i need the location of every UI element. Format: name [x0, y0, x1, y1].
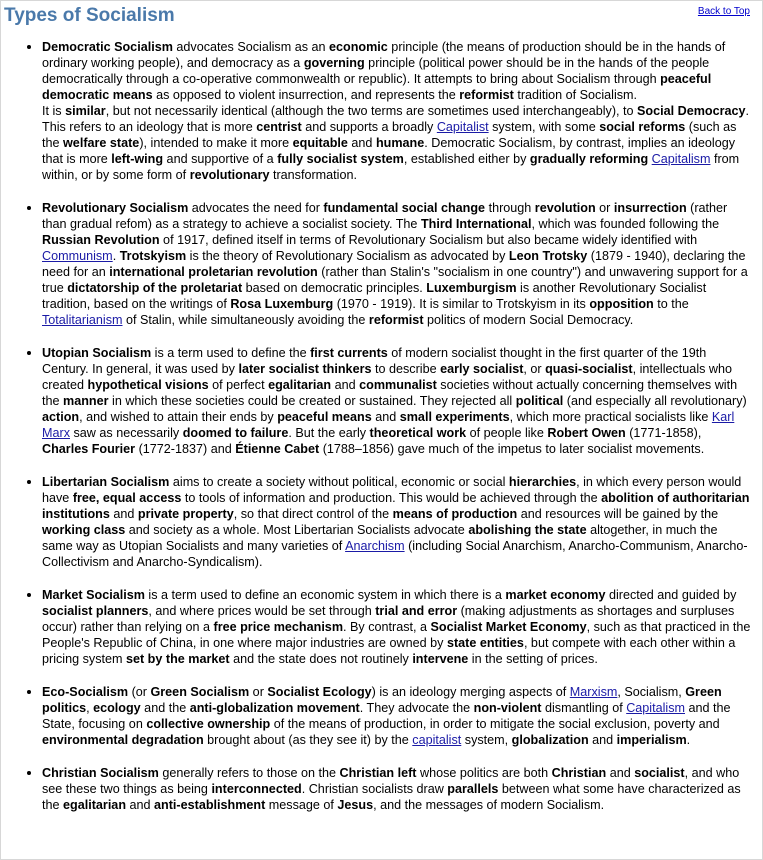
bold-term: theoretical work [369, 426, 467, 440]
body-text: . By contrast, a [343, 620, 431, 634]
body-text: and the state does not routinely [229, 652, 413, 666]
bold-term: abolishing the state [468, 523, 587, 537]
term-link[interactable]: Capitalist [436, 120, 489, 134]
bold-term: Green Socialism [150, 685, 250, 699]
body-text: , and where prices would be set through [148, 604, 376, 618]
body-text: (1771-1858), [625, 426, 702, 440]
body-text: , established either by [403, 152, 530, 166]
bold-term: means of production [392, 507, 518, 521]
bold-term: set by the market [125, 652, 230, 666]
body-text: , but compete with each other within a pricing system [42, 636, 736, 666]
body-text: . Democratic Socialism, by contrast, implies an ideology that is more [42, 136, 736, 166]
body-text: and supportive of a [163, 152, 278, 166]
bold-term: Luxemburgism [426, 281, 517, 295]
body-text: (1772-1837) and [135, 442, 236, 456]
body-text: (including Social Anarchism, Anarcho-Communism, Anarcho-Collectivism and Anarcho-Syndicalism). [42, 539, 748, 569]
bold-term: international proletarian revolution [109, 265, 318, 279]
bold-term: opposition [589, 297, 654, 311]
body-text: or [249, 685, 268, 699]
body-text: whose politics are both [416, 766, 552, 780]
body-text: in which these societies could be created or sustained. They rejected all [108, 394, 516, 408]
body-text: ), intended to make it more [139, 136, 293, 150]
bold-term: welfare state [63, 136, 140, 150]
body-text: politics of modern Social Democracy. [423, 313, 634, 327]
bold-term: Charles Fourier [42, 442, 136, 456]
bold-term: intervene [412, 652, 469, 666]
body-text: aims to create a society without political, economic or social [169, 475, 509, 489]
term-link[interactable]: Totalitarianism [42, 313, 123, 327]
body-text: altogether, in much the same way as Utopian Socialists and many varieties of [42, 523, 718, 553]
body-text: It is [42, 104, 66, 118]
body-text: . This refers to an ideology that is more [42, 104, 750, 134]
socialism-types-list [0, 30, 763, 830]
list-item [42, 684, 751, 748]
bold-term: reformist [368, 313, 424, 327]
bold-term: insurrection [613, 201, 687, 215]
body-text: and [588, 733, 617, 747]
bold-term: economic [329, 40, 388, 54]
bold-term: gradually reforming [529, 152, 649, 166]
bold-term: imperialism [616, 733, 687, 747]
body-text: of perfect [208, 378, 269, 392]
bold-term: dictatorship of the proletariat [67, 281, 243, 295]
bold-term: collective ownership [146, 717, 271, 731]
body-text: and [331, 378, 360, 392]
body-text: (1788–1856) gave much of the impetus to later socialist movements. [319, 442, 705, 456]
bold-term: non-violent [473, 701, 542, 715]
bold-term: parallels [447, 782, 499, 796]
bold-term: Rosa Luxemburg [230, 297, 334, 311]
body-text: of Stalin, while simultaneously avoiding the [122, 313, 369, 327]
body-text: , and who see these two things as being [42, 766, 740, 796]
bold-term: first currents [310, 346, 388, 360]
bold-term: action [42, 410, 80, 424]
bold-term: socialist [634, 766, 685, 780]
term-link[interactable]: capitalist [412, 733, 462, 747]
body-text: . They advocate the [359, 701, 474, 715]
body-text: is another Revolutionary Socialist tradition, based on the writings of [42, 281, 707, 311]
body-text: through [485, 201, 535, 215]
body-text: brought about (as they see it) by the [203, 733, 413, 747]
body-text: (or [128, 685, 151, 699]
body-text: , such as that practiced in the People's Republic of China, in one where major industries are owned by [42, 620, 751, 650]
body-text: of people like [466, 426, 548, 440]
bold-term: market economy [505, 588, 606, 602]
body-text: to tools of information and production. This would be achieved through the [181, 491, 602, 505]
bold-term: working class [42, 523, 126, 537]
bold-term: Trotskyism [119, 249, 187, 263]
bold-term: anti-establishment [154, 798, 266, 812]
list-item [42, 587, 751, 667]
bold-term: abolition of authoritarian institutions [42, 491, 750, 521]
term-link[interactable]: Capitalism [626, 701, 685, 715]
body-text: , so that direct control of the [233, 507, 393, 521]
body-text: and the State, focusing on [42, 701, 731, 731]
bold-term: state entities [446, 636, 524, 650]
bold-term: Étienne Cabet [235, 442, 320, 456]
bold-term: ecology [93, 701, 141, 715]
bold-term: free, equal access [72, 491, 182, 505]
bold-term: fundamental social change [323, 201, 486, 215]
bold-term: Revolutionary Socialism [42, 201, 189, 215]
bold-term: Green politics [42, 685, 722, 715]
bold-term: egalitarian [63, 798, 127, 812]
body-text: to describe [371, 362, 441, 376]
body-text: (1970 - 1919). It is similar to Trotskyism in its [333, 297, 590, 311]
bold-term: trial and error [375, 604, 458, 618]
bold-term: manner [63, 394, 109, 408]
body-text: system, with some [488, 120, 600, 134]
bold-term: peaceful democratic means [42, 72, 712, 102]
body-text: is a term used to define an economic system in which there is a [144, 588, 506, 602]
body-text: principle (the means of production should be in the hands of ordinary working people), and democracy as a [42, 40, 726, 70]
term-link[interactable]: Communism [42, 249, 113, 263]
body-text: (such as the [42, 120, 737, 150]
body-text: system, [461, 733, 512, 747]
bold-term: centrist [256, 120, 302, 134]
bold-term: small experiments [399, 410, 510, 424]
bold-term: political [515, 394, 564, 408]
bold-term: Third International [420, 217, 532, 231]
body-text: (and especially all revolutionary) [563, 394, 747, 408]
body-text: (1879 - 1940), declaring the need for an [42, 249, 746, 279]
body-text: and supports a broadly [301, 120, 437, 134]
body-text: and [606, 766, 635, 780]
body-text: advocates Socialism as an [172, 40, 330, 54]
bold-term: Democratic Socialism [42, 40, 173, 54]
body-text: is the theory of Revolutionary Socialism as advocated by [186, 249, 509, 263]
body-text: , in which every person would have [42, 475, 742, 505]
body-text: , [86, 701, 94, 715]
body-text: directed and guided by [605, 588, 737, 602]
body-text: . But the early [288, 426, 370, 440]
bold-term: environmental degradation [42, 733, 204, 747]
bold-term: Christian Socialism [42, 766, 159, 780]
bold-term: Christian [551, 766, 607, 780]
body-text: , or [523, 362, 546, 376]
bold-term: left-wing [111, 152, 164, 166]
body-text: of modern socialist thought in the first quarter of the 19th Century. In general, it was used by [42, 346, 707, 376]
body-text: societies without actually concerning themselves with the [42, 378, 738, 408]
body-text: , which was founded following the [531, 217, 720, 231]
body-text: from within, or by some form of [42, 152, 740, 182]
body-text: (rather than Stalin's "socialism in one country") and unwavering support for a true [42, 265, 748, 295]
bold-term: anti-globalization movement [189, 701, 360, 715]
bold-term: private property [137, 507, 234, 521]
body-text: generally refers to those on the [158, 766, 340, 780]
body-text: or [595, 201, 614, 215]
body-text: and [109, 507, 138, 521]
bold-term: peaceful means [277, 410, 372, 424]
term-link[interactable]: Marxism [569, 685, 618, 699]
bold-term: revolution [534, 201, 596, 215]
body-text: and [347, 136, 376, 150]
bold-term: humane [375, 136, 425, 150]
term-link[interactable]: Capitalism [651, 152, 711, 166]
body-text: (making adjustments as shortages and surpluses occur) rather than relying on a [42, 604, 735, 634]
body-text: . [112, 249, 120, 263]
body-text: , which more practical socialists like [509, 410, 712, 424]
bold-term: Libertarian Socialism [42, 475, 170, 489]
bold-term: early socialist [440, 362, 524, 376]
bold-term: globalization [511, 733, 589, 747]
body-text: in the setting of prices. [468, 652, 598, 666]
bold-term: revolutionary [189, 168, 270, 182]
body-text: between what some have characterized as the [42, 782, 741, 812]
bold-term: Christian left [339, 766, 417, 780]
body-text: and [126, 798, 155, 812]
body-text: tradition of Socialism. [513, 88, 638, 102]
bold-term: reformist [459, 88, 514, 102]
term-link[interactable]: Anarchism [345, 539, 405, 553]
bold-term: similar [65, 104, 106, 118]
back-to-top-link[interactable]: Back to Top [697, 6, 750, 17]
body-text: , intellectuals who created [42, 362, 733, 392]
body-text: of the means of production, in order to mitigate the social exclusion, poverty and [270, 717, 720, 731]
body-text: and society as a whole. Most Libertarian Socialists advocate [125, 523, 469, 537]
bold-term: Jesus [337, 798, 374, 812]
body-text: ) is an ideology merging aspects of [371, 685, 570, 699]
body-text: and [371, 410, 400, 424]
list-item [42, 765, 751, 813]
body-text: . [686, 733, 691, 747]
bold-term: egalitarian [268, 378, 332, 392]
body-text: as opposed to violent insurrection, and represents the [152, 88, 460, 102]
body-text: and the [140, 701, 190, 715]
bold-term: later socialist thinkers [238, 362, 372, 376]
bold-term: Leon Trotsky [508, 249, 588, 263]
bold-term: Socialist Market Economy [430, 620, 587, 634]
bold-term: Utopian Socialism [42, 346, 152, 360]
bold-term: hierarchies [508, 475, 577, 489]
body-text: , and wished to attain their ends by [79, 410, 278, 424]
bold-term: Russian Revolution [42, 233, 160, 247]
bold-term: Social Democracy [637, 104, 746, 118]
bold-term: governing [303, 56, 365, 70]
list-item [42, 474, 751, 570]
body-text: is a term used to define the [151, 346, 311, 360]
bold-term: socialist planners [42, 604, 149, 618]
body-text: , but not necessarily identical (although the two terms are sometimes used interchangeably), to [105, 104, 638, 118]
bold-term: Eco-Socialism [42, 685, 129, 699]
body-text: transformation. [269, 168, 357, 182]
bold-term: fully socialist system [277, 152, 404, 166]
bold-term: communalist [359, 378, 437, 392]
body-text: based on democratic principles. [242, 281, 427, 295]
body-text: , Socialism, [617, 685, 686, 699]
bold-term: Market Socialism [42, 588, 145, 602]
list-item [42, 39, 751, 183]
body-text: to the [653, 297, 689, 311]
body-text: , and the messages of modern Socialism. [373, 798, 605, 812]
bold-term: hypothetical visions [87, 378, 209, 392]
body-text: . Christian socialists draw [301, 782, 448, 796]
bold-term: Robert Owen [547, 426, 626, 440]
body-text: and resources will be gained by the [517, 507, 719, 521]
bold-term: equitable [292, 136, 348, 150]
bold-term: quasi-socialist [545, 362, 633, 376]
bold-term: interconnected [211, 782, 302, 796]
body-text: of 1917, defined itself in terms of Revolutionary Socialism but also became widely identified with [159, 233, 698, 247]
list-item [42, 200, 751, 328]
list-item [42, 345, 751, 457]
term-link[interactable]: Karl Marx [42, 410, 735, 440]
bold-term: social reforms [599, 120, 686, 134]
body-text: principle (political power should be in the hands of the people democratically through a co-operative commonwealth or republic). It attempts to bring about Socialism through [42, 56, 710, 86]
page-title: Types of Socialism [4, 5, 175, 26]
body-text: (rather than gradual refom) as a strategy to achieve a socialist society. The [42, 201, 728, 231]
bold-term: doomed to failure [182, 426, 289, 440]
bold-term: Socialist Ecology [267, 685, 372, 699]
body-text: saw as necessarily [70, 426, 183, 440]
body-text: advocates the need for [188, 201, 324, 215]
body-text: message of [265, 798, 338, 812]
body-text: dismantling of [541, 701, 627, 715]
bold-term: free price mechanism [213, 620, 344, 634]
